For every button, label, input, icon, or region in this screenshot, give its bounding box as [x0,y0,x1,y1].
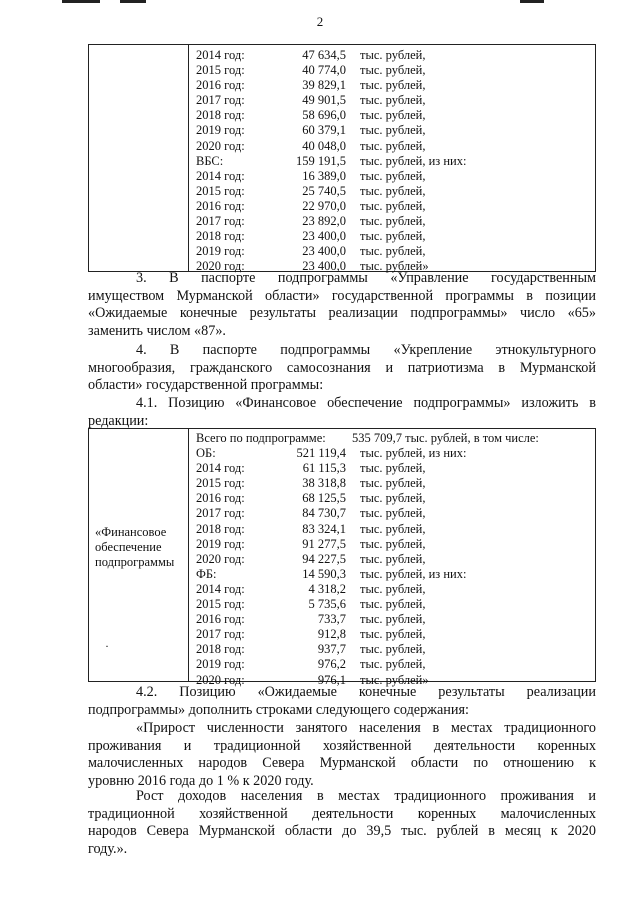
top-edge-mark [520,0,544,3]
table-row [196,169,466,184]
row-unit: тыс. рублей, [360,48,426,62]
table-row [196,642,539,657]
row-label: 2017 год: [196,506,245,521]
table-row [196,229,466,244]
table-row [196,476,539,491]
row-value: 976,1 [317,672,346,687]
row-unit: тыс. рублей, [360,521,426,536]
text-line: 3. В паспорте подпрограммы «Управление государственным [136,270,596,286]
row-value: 23 400,0 [302,229,346,244]
label-line: подпрограммы [95,555,175,569]
header-label: Всего по подпрограмме: [196,431,326,445]
row-unit: тыс. рублей, [360,183,426,198]
row-label: 2015 год: [196,476,245,491]
row-label: 2018 год: [196,108,245,123]
row-unit: тыс. рублей, [360,536,426,551]
row-label: 2018 год: [196,642,245,657]
row-unit: тыс. рублей» [360,672,429,687]
table1-rows [196,48,466,274]
text-line: уровню 2016 года до 1 % к 2020 году. [88,772,314,789]
table2-rows [196,431,539,688]
table-row [196,582,539,597]
table-row [196,244,466,259]
table-row [196,612,539,627]
row-value: 83 324,1 [302,521,346,536]
table-row [196,627,539,642]
label-line: «Финансовое [95,525,167,539]
row-label: 2017 год: [196,93,245,108]
table-row [196,108,466,123]
row-unit: тыс. рублей, [360,229,426,244]
row-value: 22 970,0 [302,198,346,213]
table-left-column [89,45,189,271]
row-unit: тыс. рублей, [360,198,426,213]
row-value: 5 735,6 [308,597,346,612]
row-label: 2019 год: [196,657,245,672]
row-unit: тыс. рублей, [360,642,426,657]
text-line: году.». [88,840,128,857]
row-unit: тыс. рублей, [360,551,426,566]
row-unit: тыс. рублей, [360,461,426,476]
table-row [196,446,539,461]
row-unit: тыс. рублей, [360,612,426,627]
row-label: 2016 год: [196,612,245,627]
row-label: 2017 год: [196,627,245,642]
row-unit: тыс. рублей, [360,63,426,78]
row-unit: тыс. рублей, [360,138,426,153]
table-row [196,506,539,521]
row-label: 2020 год: [196,259,245,274]
row-value: 521 119,4 [296,446,346,461]
row-unit: тыс. рублей, [360,476,426,491]
page-number: 2 [316,14,324,29]
text-line: многообразия, гражданского самосознания и патриотизма в Мурманской [88,359,596,376]
row-value: 38 318,8 [302,476,346,491]
row-unit: тыс. рублей» [360,259,429,274]
text-line: имуществом Мурманской области» государственной программы в позиции [88,287,596,304]
row-label: 2020 год: [196,551,245,566]
financing-table [88,428,596,687]
row-label: 2019 год: [196,244,245,259]
row-label: 2014 год: [196,48,245,62]
table-row [196,491,539,506]
row-label: 2015 год: [196,183,245,198]
financing-table-continued [88,44,596,272]
quote-paragraph-1 [88,720,596,790]
row-label: 2016 год: [196,78,245,93]
text-line: «Ожидаемые конечные результаты реализации подпрограммы» число «65» [88,305,596,321]
row-value: 84 730,7 [302,506,346,521]
row-label: 2017 год: [196,214,245,229]
row-label: ВБС: [196,153,224,168]
row-label: ОБ: [196,446,216,461]
row-unit: тыс. рублей, из них: [360,566,467,581]
text-line: заменить числом «87». [88,322,226,339]
row-label: 2020 год: [196,138,245,153]
table-header-row [196,431,539,446]
row-value: 14 590,3 [302,566,346,581]
top-edge-mark [62,0,100,3]
quote-paragraph-2 [88,788,596,858]
header-value: 535 709,7 тыс. рублей, в том числе: [352,431,539,445]
row-value: 159 191,5 [296,153,346,168]
row-value: 733,7 [317,612,346,627]
row-unit: тыс. рублей, [360,214,426,229]
text-line: «Прирост численности занятого населения в местах традиционного [136,720,596,736]
row-label: 2018 год: [196,229,245,244]
row-value: 58 696,0 [302,108,346,123]
row-value: 23 400,0 [302,244,346,259]
paragraph-3 [88,270,596,340]
table-row [196,78,466,93]
table-row [196,154,466,169]
row-label: 2016 год: [196,491,245,506]
row-value: 94 227,5 [302,551,346,566]
text-line: 4. В паспорте подпрограммы «Укрепление этнокультурного [136,342,596,358]
table-row [196,597,539,612]
table-row [196,93,466,108]
row-value: 47 634,5 [302,48,346,62]
row-value: 61 115,3 [302,461,346,476]
text-line: проживания и традиционной хозяйственной деятельности коренных [88,737,596,754]
text-line: Рост доходов населения в местах традиционного проживания и [136,788,596,804]
table-row [196,139,466,154]
text-line: области» государственной программы: [88,377,324,393]
row-value: 68 125,5 [302,491,346,506]
table-row [196,461,539,476]
row-label: 2019 год: [196,123,245,138]
row-unit: тыс. рублей, [360,581,426,596]
table-row [196,184,466,199]
row-value: 912,8 [317,627,346,642]
table-row [196,123,466,138]
row-unit: тыс. рублей, [360,78,426,93]
row-label: 2015 год: [196,597,245,612]
row-value: 16 389,0 [302,168,346,183]
row-unit: тыс. рублей, [360,627,426,642]
position-label [95,525,174,570]
row-value: 39 829,1 [302,78,346,93]
table-row [196,214,466,229]
paragraph-4 [88,342,596,395]
table-row [196,199,466,214]
row-value: 937,7 [317,642,346,657]
row-unit: тыс. рублей, из них: [360,153,467,168]
text-line: малочисленных народов Севера Мурманской области по отношению к [88,755,596,771]
paragraph-4-1 [88,395,596,430]
row-value: 40 048,0 [302,138,346,153]
text-line: традиционной хозяйственной деятельности коренных малочисленных [88,805,596,822]
row-unit: тыс. рублей, [360,597,426,612]
row-unit: тыс. рублей, [360,108,426,123]
row-unit: тыс. рублей, [360,506,426,521]
row-value: 91 277,5 [302,536,346,551]
text-line: подпрограммы» дополнить строками следующего содержания: [88,701,469,718]
table-row [196,537,539,552]
row-label: 2014 год: [196,461,245,476]
row-unit: тыс. рублей, из них: [360,446,467,461]
table-row [196,657,539,672]
scan-mark: · [105,639,109,653]
table-row [196,522,539,537]
text-line: народов Севера Мурманской области до 39,5 тыс. рублей в месяц к 2020 [88,823,596,839]
table-row [196,48,466,63]
row-value: 23 400,0 [302,259,346,274]
label-line: обеспечение [95,540,162,554]
table-row [196,567,539,582]
row-label: 2018 год: [196,521,245,536]
paragraph-4-2 [88,684,596,719]
row-label: 2014 год: [196,168,245,183]
row-label: 2014 год: [196,581,245,596]
row-unit: тыс. рублей, [360,657,426,672]
row-label: 2016 год: [196,198,245,213]
row-unit: тыс. рублей, [360,93,426,108]
row-value: 23 892,0 [302,214,346,229]
row-label: 2020 год: [196,672,245,687]
row-value: 60 379,1 [302,123,346,138]
row-value: 4 318,2 [308,581,346,596]
row-label: ФБ: [196,566,217,581]
row-value: 25 740,5 [302,183,346,198]
row-unit: тыс. рублей, [360,491,426,506]
row-value: 976,2 [317,657,346,672]
row-unit: тыс. рублей, [360,168,426,183]
row-value: 40 774,0 [302,63,346,78]
row-unit: тыс. рублей, [360,123,426,138]
row-label: 2015 год: [196,63,245,78]
row-value: 49 901,5 [302,93,346,108]
text-line: 4.2. Позицию «Ожидаемые конечные результаты реализации [136,684,596,700]
text-line: 4.1. Позицию «Финансовое обеспечение подпрограммы» изложить в [136,395,596,411]
top-edge-mark [120,0,146,3]
row-unit: тыс. рублей, [360,244,426,259]
row-label: 2019 год: [196,536,245,551]
table-row [196,63,466,78]
table-row [196,552,539,567]
text-line: редакции: [88,412,149,429]
